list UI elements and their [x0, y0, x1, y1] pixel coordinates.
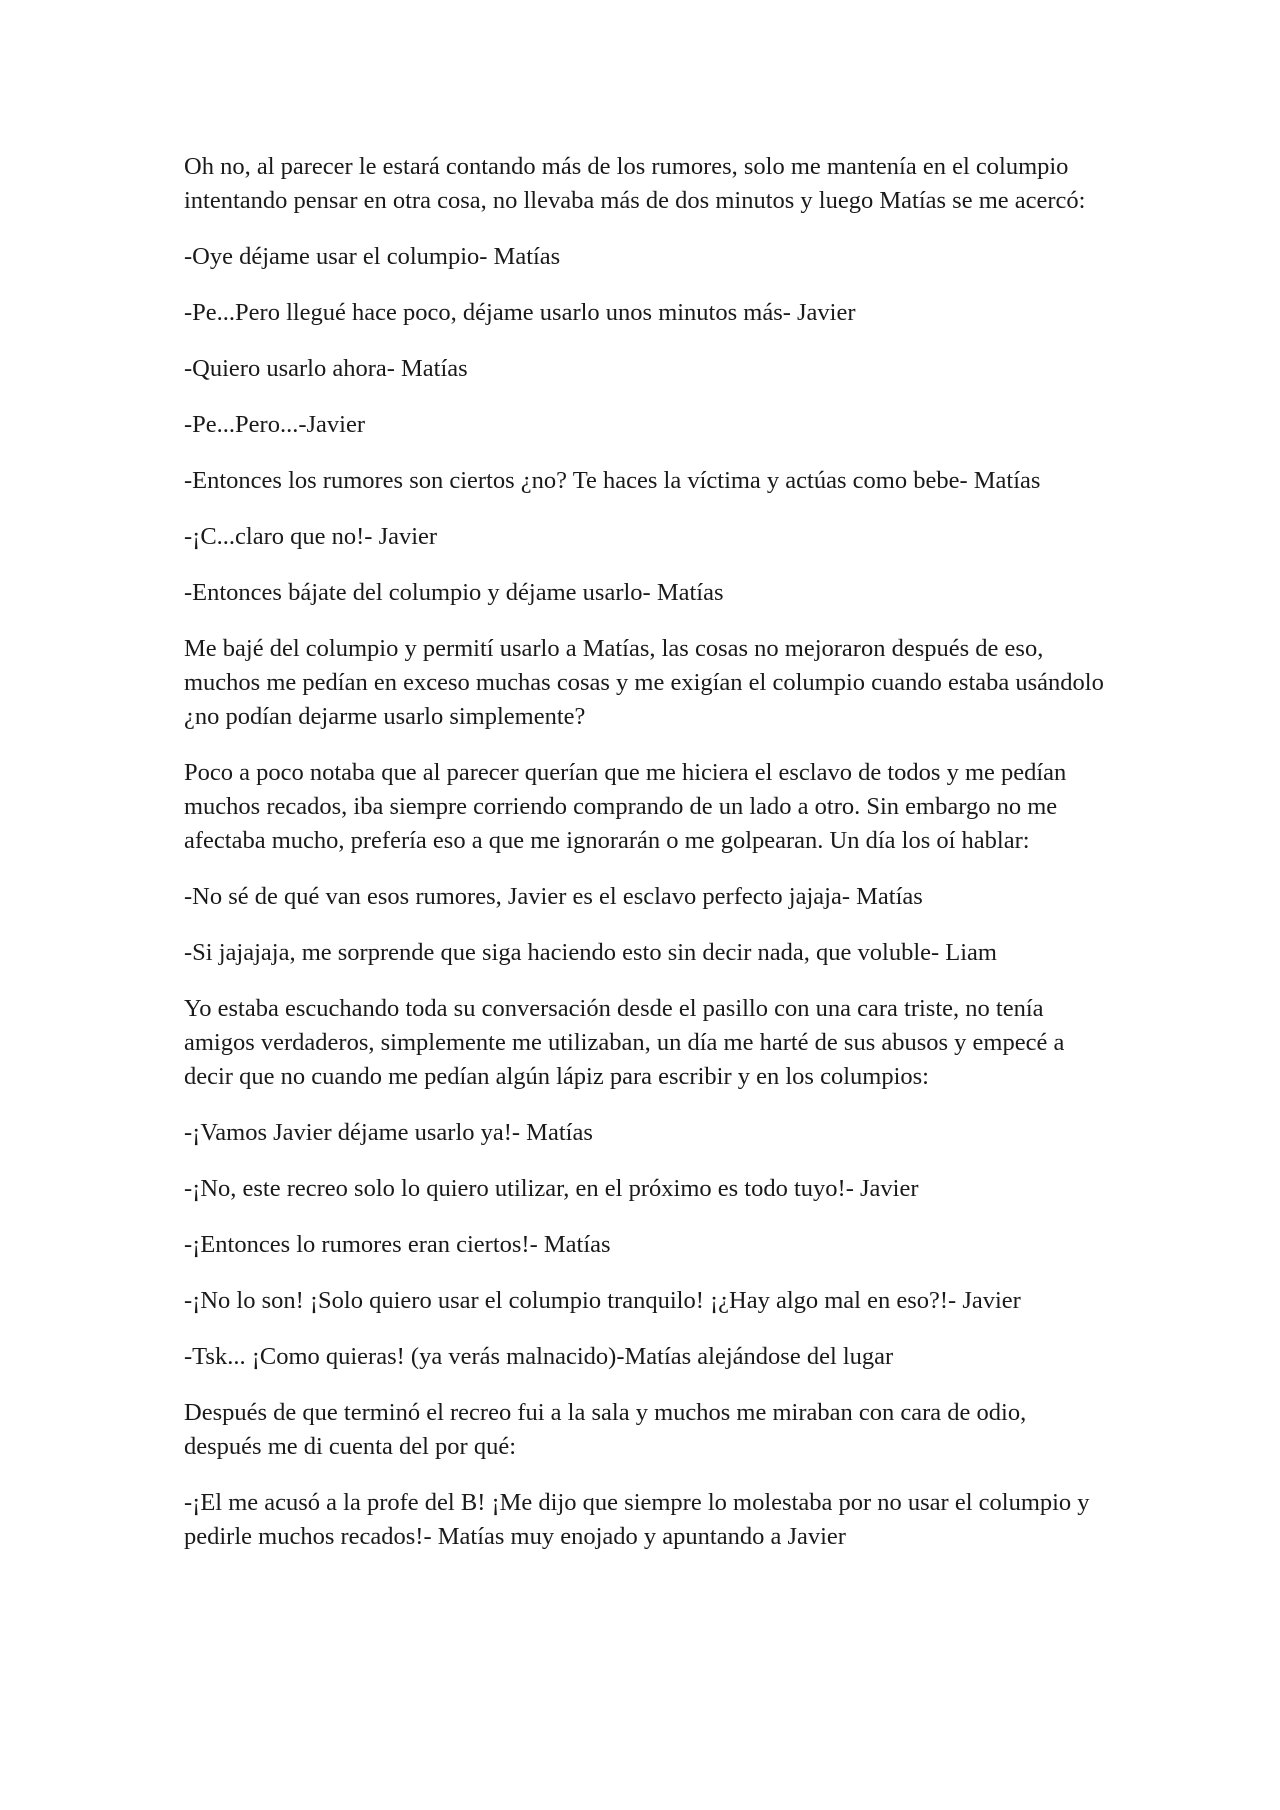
dialogue-line: -Pe...Pero...-Javier — [184, 411, 365, 438]
dialogue-line: -Oye déjame usar el columpio- Matías — [184, 243, 561, 270]
dialogue-line: -Entonces bájate del columpio y déjame usarlo- Matías — [184, 579, 724, 606]
dialogue-line: -No sé de qué van esos rumores, Javier es el esclavo perfecto jajaja- Matías — [184, 883, 923, 910]
dialogue-line: -¡No lo son! ¡Solo quiero usar el columpio tranquilo! ¡¿Hay algo mal en eso?!- Javier — [184, 1287, 1021, 1314]
dialogue-line: -¡Vamos Javier déjame usarlo ya!- Matías — [184, 1119, 593, 1146]
dialogue-line: -Entonces los rumores son ciertos ¿no? Te haces la víctima y actúas como bebe- Matías — [184, 467, 1041, 494]
document-body — [184, 150, 1104, 1576]
narrative-paragraph: Después de que terminó el recreo fui a la sala y muchos me miraban con cara de odio, después me di cuenta del por qué: — [184, 1399, 1027, 1460]
dialogue-line: -¡El me acusó a la profe del B! ¡Me dijo que siempre lo molestaba por no usar el columpio y pedirle muchos recados!- Matías muy enojado y apuntando a Javier — [184, 1489, 1090, 1550]
narrative-paragraph: Me bajé del columpio y permití usarlo a Matías, las cosas no mejoraron después de eso, muchos me pedían en exceso muchas cosas y me exigían el columpio cuando estaba usándolo ¿no podían dejarme usarlo simplemente? — [184, 635, 1104, 730]
dialogue-line: -Si jajajaja, me sorprende que siga haciendo esto sin decir nada, que voluble- Liam — [184, 939, 997, 966]
dialogue-line: -¡No, este recreo solo lo quiero utilizar, en el próximo es todo tuyo!- Javier — [184, 1175, 919, 1202]
dialogue-line: -¡C...claro que no!- Javier — [184, 523, 438, 550]
dialogue-line: -Tsk... ¡Como quieras! (ya verás malnacido)-Matías alejándose del lugar — [184, 1343, 894, 1370]
dialogue-line: -¡Entonces lo rumores eran ciertos!- Matías — [184, 1231, 611, 1258]
narrative-paragraph: Poco a poco notaba que al parecer querían que me hiciera el esclavo de todos y me pedían muchos recados, iba siempre corriendo comprando de un lado a otro. Sin embargo no me afectaba mucho, prefería eso a que me ignorarán o me golpearan. Un día los oí hablar: — [184, 759, 1067, 854]
narrative-paragraph: Yo estaba escuchando toda su conversación desde el pasillo con una cara triste, no tenía amigos verdaderos, simplemente me utilizaban, un día me harté de sus abusos y empecé a decir que no cuando me pedían algún lápiz para escribir y en los columpios: — [184, 995, 1065, 1090]
dialogue-line: -Pe...Pero llegué hace poco, déjame usarlo unos minutos más- Javier — [184, 299, 856, 326]
paragraph-intro: Oh no, al parecer le estará contando más de los rumores, solo me mantenía en el columpio intentando pensar en otra cosa, no llevaba más de dos minutos y luego Matías se me acercó: — [184, 153, 1086, 214]
dialogue-line: -Quiero usarlo ahora- Matías — [184, 355, 468, 382]
